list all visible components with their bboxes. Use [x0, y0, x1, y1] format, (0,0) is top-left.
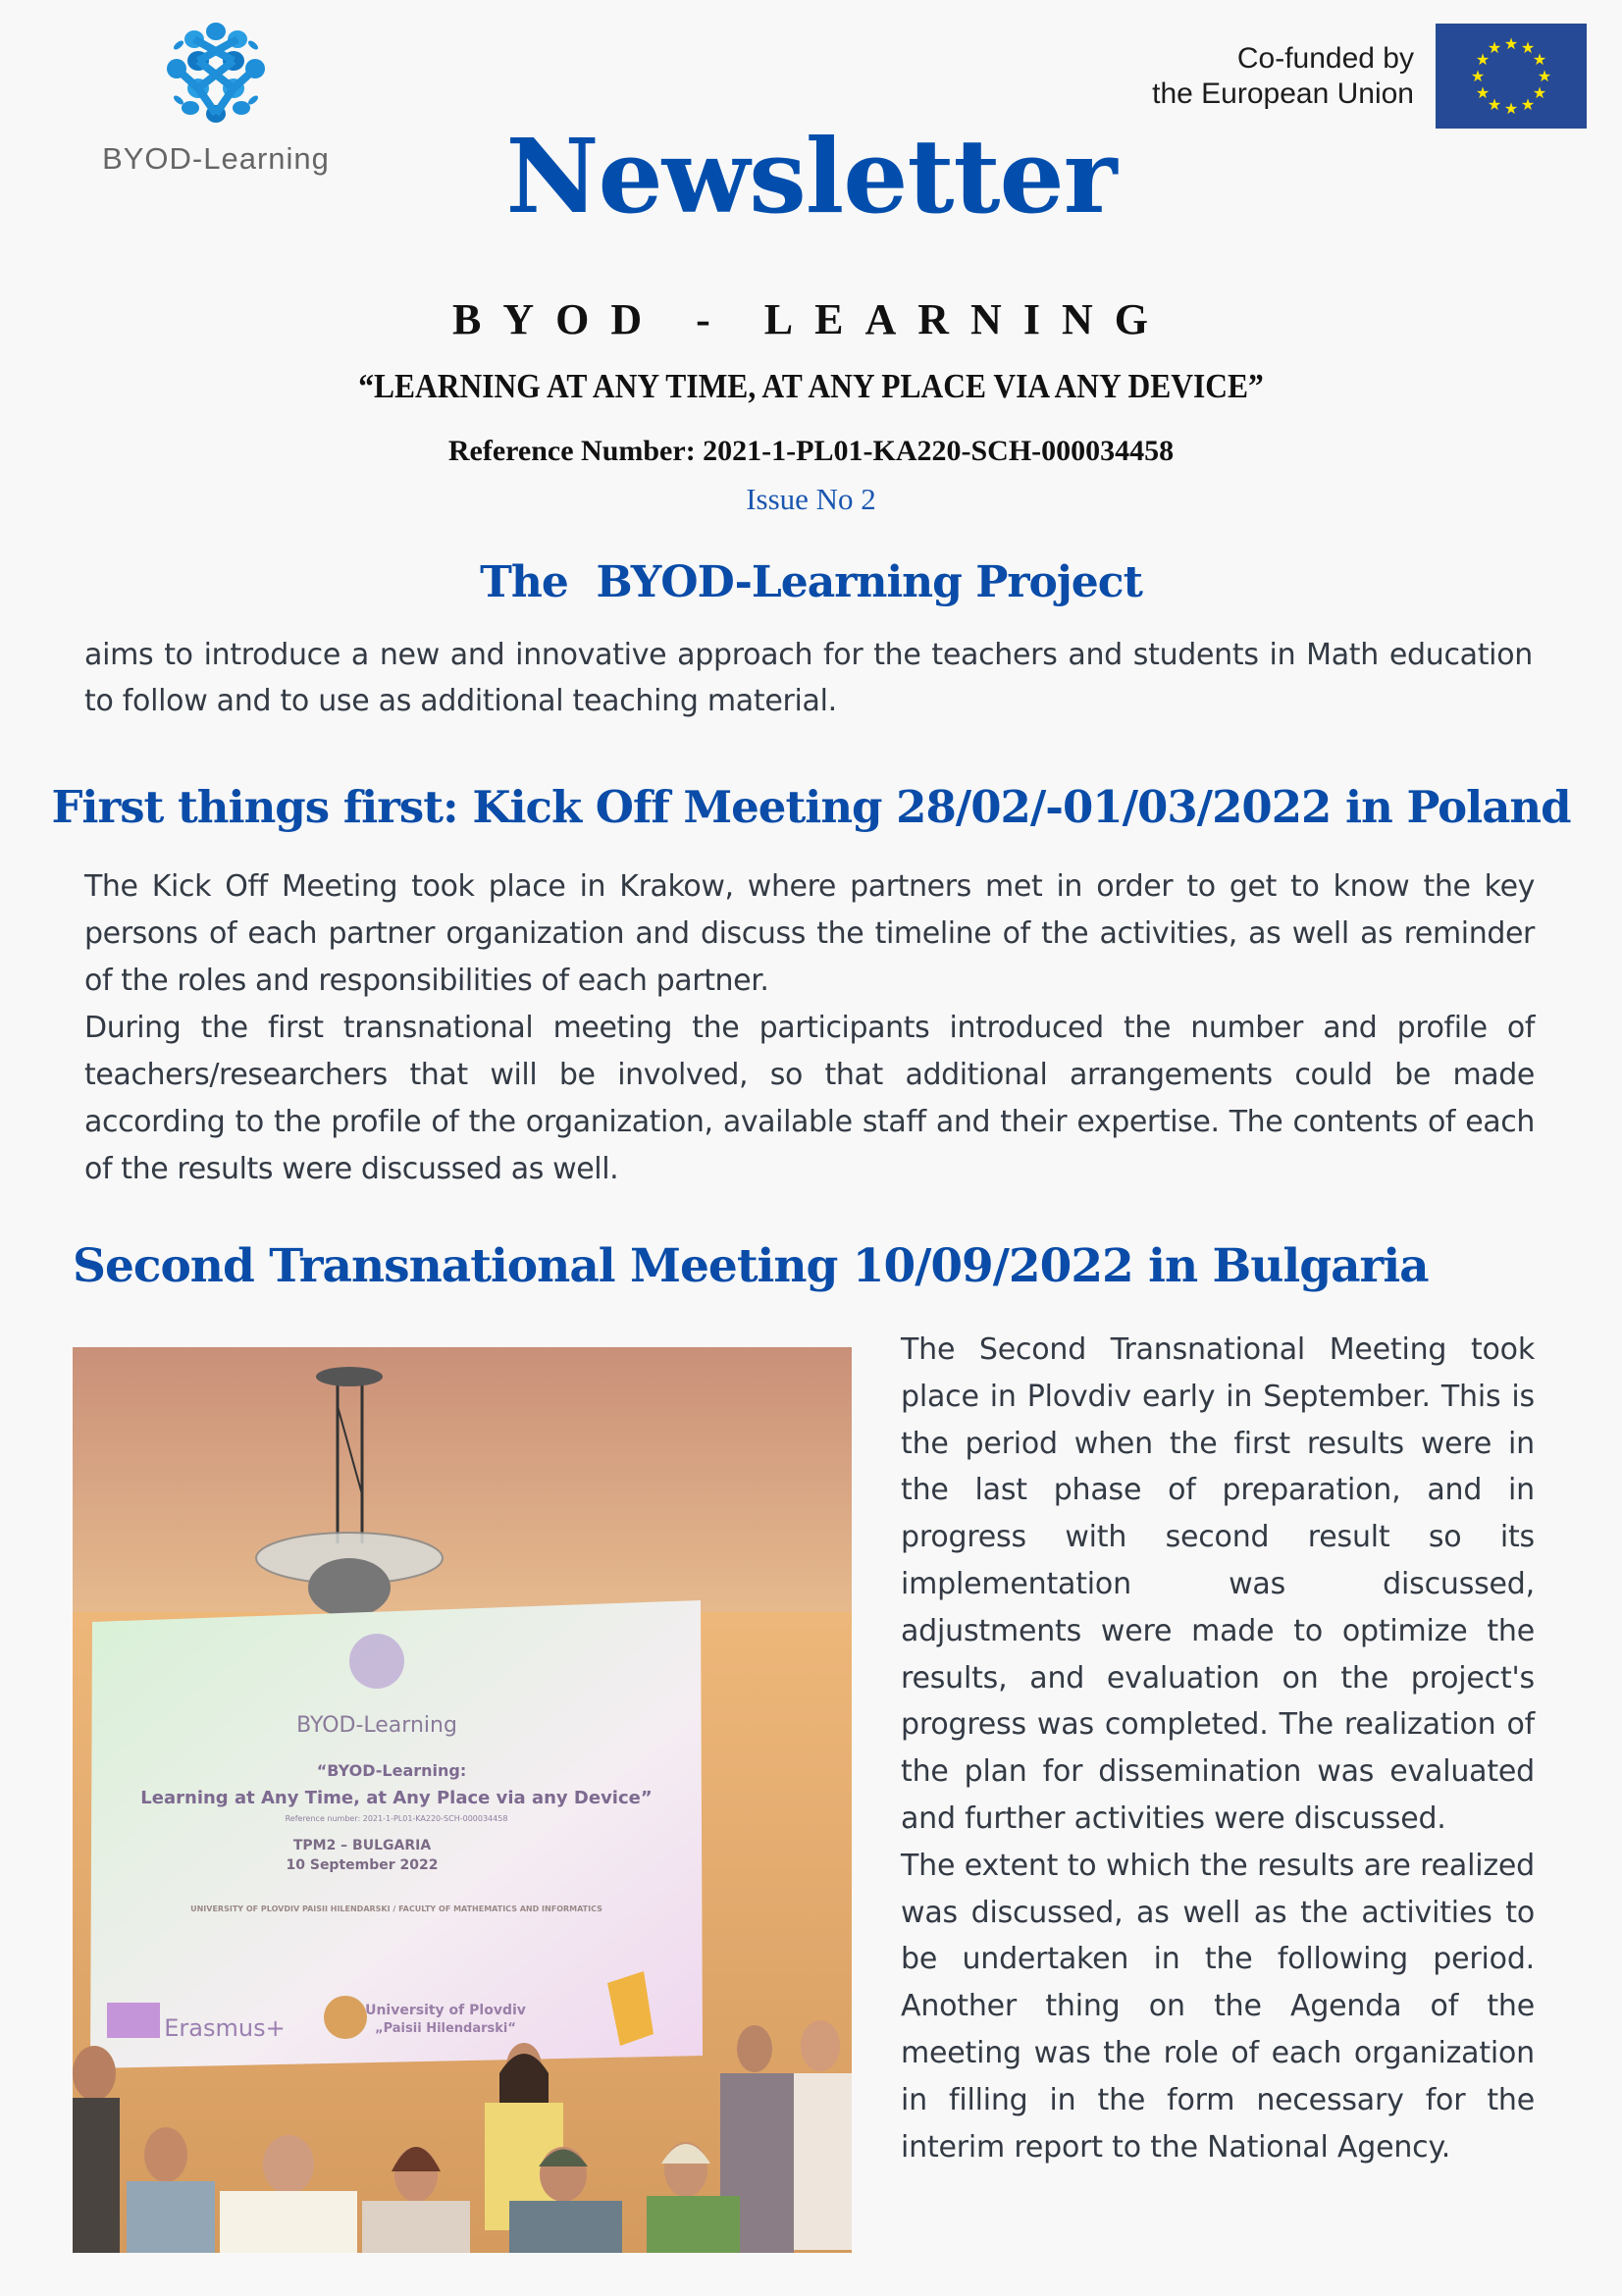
svg-text:★: ★: [1487, 38, 1502, 57]
section-heading-project: The BYOD-Learning Project: [480, 557, 1142, 607]
second-meeting-paragraph: The extent to which the results are realized was discussed, as well as the activities to be undertaken in the following period. Another thing on the Agenda of the meeting was the role of each organization in filling in the form necessary for the interim report to the National Agency.: [901, 1848, 1535, 2165]
svg-text:10 September 2022: 10 September 2022: [286, 1857, 439, 1873]
svg-text:Reference number: 2021-1-PL01-: Reference number: 2021-1-PL01-KA220-SCH-000034458: [285, 1814, 508, 1823]
svg-text:Erasmus+: Erasmus+: [164, 2014, 286, 2042]
svg-text:★: ★: [1475, 50, 1491, 69]
section-heading-kickoff: First things first: Kick Off Meeting 28/02/-01/03/2022 in Poland: [51, 781, 1571, 833]
kickoff-paragraph: During the first transnational meeting the participants introduced the number and profile of teachers/researchers that will be involved, so that additional arrangements could be made according to the profile of the organization, available staff and their expertise. The contents of each of the results were discussed as well.: [84, 1011, 1535, 1186]
kickoff-body: [84, 863, 1535, 1193]
newsletter-title: Newsletter: [505, 116, 1117, 236]
eu-text-line1: Co-funded by: [1236, 41, 1414, 75]
byod-molecule-logo-icon: [161, 18, 271, 128]
project-motto: “LEARNING AT ANY TIME, AT ANY PLACE VIA ANY DEVICE”: [358, 367, 1264, 405]
svg-text:★: ★: [1470, 67, 1486, 85]
reference-number: Reference Number: 2021-1-PL01-KA220-SCH-000034458: [447, 435, 1175, 467]
second-meeting-paragraph: The Second Transnational Meeting took place in Plovdiv early in September. This is the period when the first results were in the last phase of preparation, and in progress with second result so its implementation was discussed, adjustments were made to optimize the results, and evaluation on the project's progress was completed. The realization of the plan for dissemination was evaluated and further activities were discussed.: [901, 1332, 1535, 1836]
svg-text:BYOD-Learning: BYOD-Learning: [296, 1713, 457, 1738]
svg-text:★: ★: [1537, 67, 1552, 85]
svg-text:“BYOD-Learning:: “BYOD-Learning:: [316, 1761, 467, 1780]
issue-number: Issue No 2: [746, 482, 876, 516]
eu-cofunded-badge: [1152, 24, 1587, 129]
meeting-group-photo: [73, 1347, 852, 2253]
svg-text:University of Plovdiv: University of Plovdiv: [365, 2003, 526, 2018]
logo-text: BYOD-Learning: [102, 141, 330, 176]
eu-cofunded-text: [1152, 41, 1414, 112]
section-heading-second-meeting: Second Transnational Meeting 10/09/2022 in Bulgaria: [73, 1239, 1429, 1293]
svg-text:★: ★: [1532, 83, 1547, 102]
svg-text:★: ★: [1520, 95, 1536, 114]
svg-text:★: ★: [1503, 34, 1519, 53]
svg-text:Learning at Any Time, at Any P: Learning at Any Time, at Any Place via any Device”: [140, 1788, 653, 1808]
project-subtitle: BYOD - LEARNING: [452, 295, 1170, 343]
second-meeting-body: [901, 1327, 1535, 2170]
svg-text:★: ★: [1532, 50, 1547, 69]
svg-text:TPM2 – BULGARIA: TPM2 – BULGARIA: [292, 1838, 432, 1853]
svg-text:★: ★: [1520, 38, 1536, 57]
svg-text:UNIVERSITY OF PLOVDIV PAISII H: UNIVERSITY OF PLOVDIV PAISII HILENDARSKI / FACULTY OF MATHEMATICS AND INFORMATICS: [190, 1905, 602, 1913]
svg-text:★: ★: [1475, 83, 1491, 102]
kickoff-paragraph: The Kick Off Meeting took place in Krakow, where partners met in order to get to know the key persons of each partner organization and discuss the timeline of the activities, as well as reminder of the roles and responsibilities of each partner.: [84, 869, 1535, 998]
svg-text:★: ★: [1503, 99, 1519, 118]
svg-text:★: ★: [1487, 95, 1502, 114]
project-description: aims to introduce a new and innovative approach for the teachers and students in Math education to follow and to use as additional teaching material.: [84, 638, 1533, 718]
eu-text-line2: the European Union: [1152, 77, 1414, 110]
eu-flag-icon: [1436, 24, 1587, 129]
svg-text:„Paisii Hilendarski“: „Paisii Hilendarski“: [375, 2021, 516, 2036]
